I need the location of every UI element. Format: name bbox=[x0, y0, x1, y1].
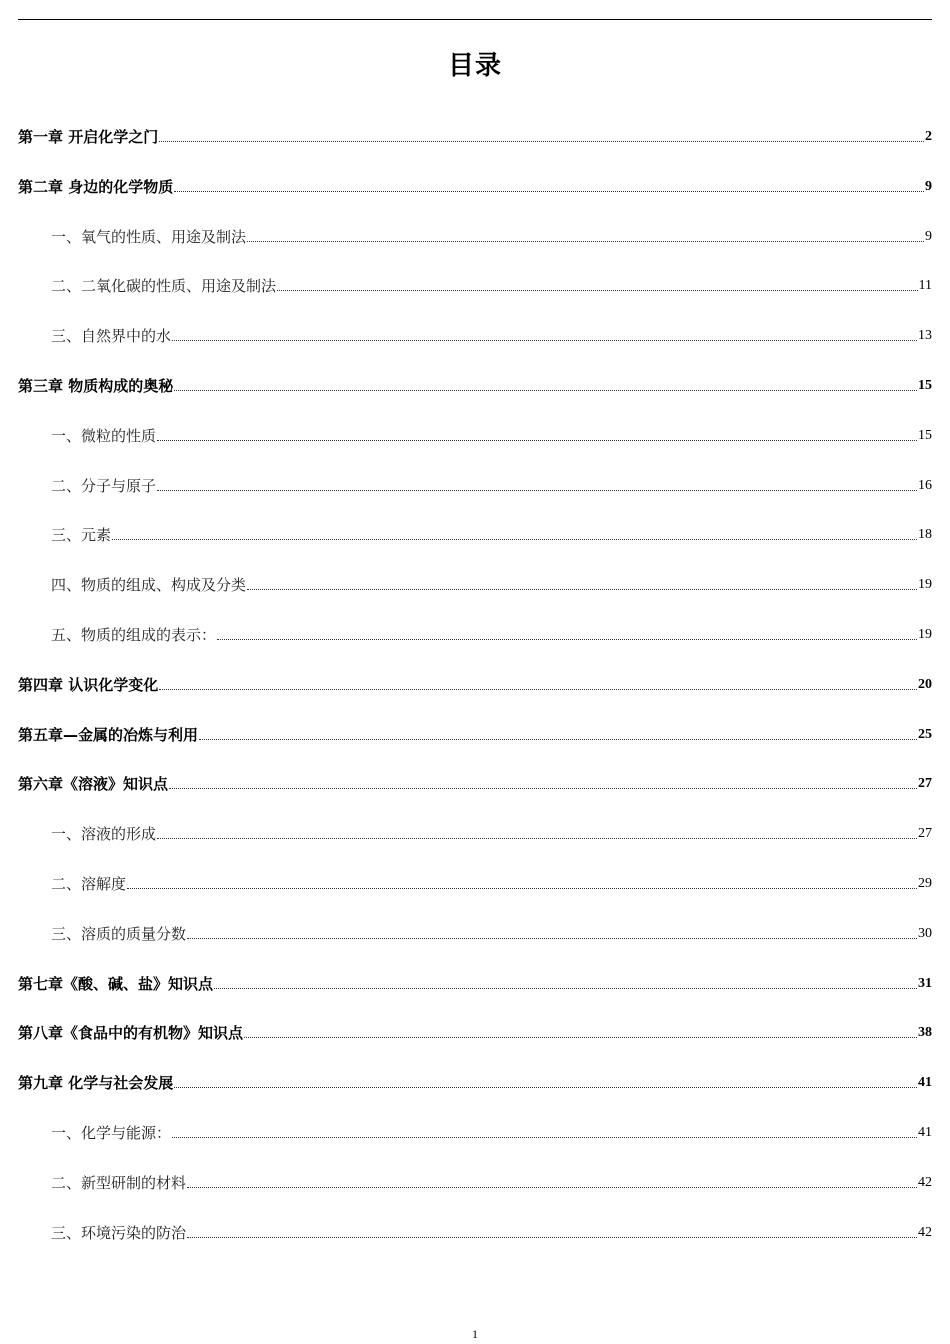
toc-entry-label: 三、环境污染的防治 bbox=[51, 1223, 187, 1242]
toc-entry-page: 41 bbox=[918, 1075, 932, 1091]
toc-entry-page: 25 bbox=[918, 726, 932, 742]
toc-entry-label: 第五章—金属的冶炼与利用 bbox=[18, 725, 199, 744]
toc-entry-page: 29 bbox=[918, 875, 932, 891]
toc-entry-label: 二、溶解度 bbox=[51, 874, 127, 893]
dot-leader bbox=[187, 922, 917, 939]
toc-entry-label: 一、微粒的性质 bbox=[51, 426, 157, 445]
dot-leader bbox=[127, 872, 917, 889]
toc-chapter-entry[interactable] bbox=[18, 374, 932, 424]
toc-entry-label: 二、新型研制的材料 bbox=[51, 1173, 187, 1192]
dot-leader bbox=[159, 673, 917, 690]
dot-leader bbox=[187, 1171, 917, 1188]
toc-entry-page: 27 bbox=[918, 826, 932, 842]
toc-section-entry[interactable] bbox=[18, 1171, 932, 1221]
toc-chapter-entry[interactable] bbox=[18, 125, 932, 175]
toc-entry-label: 第八章《食品中的有机物》知识点 bbox=[18, 1024, 244, 1043]
dot-leader bbox=[157, 822, 917, 839]
toc-entry-label: 四、物质的组成、构成及分类 bbox=[51, 576, 247, 595]
dot-leader bbox=[174, 1071, 917, 1088]
toc-chapter-entry[interactable] bbox=[18, 1071, 932, 1121]
toc-entry-label: 第一章 开启化学之门 bbox=[18, 128, 159, 146]
toc-entry-label: 一、化学与能源： bbox=[51, 1123, 172, 1142]
toc-section-entry[interactable] bbox=[18, 225, 932, 275]
toc-entry-page: 20 bbox=[918, 676, 932, 692]
page-number: 1 bbox=[472, 1327, 478, 1341]
toc-entry-page: 16 bbox=[918, 477, 932, 493]
toc-entry-label: 第六章《溶液》知识点 bbox=[18, 775, 169, 794]
toc-entry-label: 二、二氧化碳的性质、用途及制法 bbox=[51, 277, 277, 296]
toc-entry-label: 第七章《酸、碱、盐》知识点 bbox=[18, 974, 214, 993]
toc-entry-label: 第四章 认识化学变化 bbox=[18, 675, 159, 694]
toc-entry-page: 42 bbox=[918, 1174, 932, 1190]
toc-entry-label: 一、氧气的性质、用途及制法 bbox=[51, 227, 247, 246]
toc-entry-page: 15 bbox=[918, 427, 932, 443]
toc-section-entry[interactable] bbox=[18, 474, 932, 524]
toc-section-entry[interactable] bbox=[18, 573, 932, 623]
toc-chapter-entry[interactable] bbox=[18, 1021, 932, 1071]
toc-section-entry[interactable] bbox=[18, 324, 932, 374]
toc-entry-page: 15 bbox=[918, 377, 932, 393]
header-rule bbox=[18, 19, 932, 20]
toc-entry-page: 19 bbox=[918, 626, 932, 642]
toc-section-entry[interactable] bbox=[18, 1221, 932, 1271]
toc-entry-label: 三、溶质的质量分数 bbox=[51, 924, 187, 943]
toc-entry-page: 18 bbox=[918, 527, 932, 543]
toc-entry-page: 31 bbox=[918, 975, 932, 991]
dot-leader bbox=[174, 175, 924, 192]
toc-chapter-entry[interactable] bbox=[18, 972, 932, 1022]
dot-leader bbox=[172, 1121, 917, 1138]
dot-leader bbox=[199, 723, 917, 740]
dot-leader bbox=[247, 573, 917, 590]
dot-leader bbox=[172, 324, 917, 341]
dot-leader bbox=[157, 424, 917, 441]
toc-entry-label: 一、溶液的形成 bbox=[51, 825, 157, 844]
toc-entry-page: 27 bbox=[918, 776, 932, 792]
dot-leader bbox=[187, 1221, 917, 1238]
toc-entry-page: 13 bbox=[918, 328, 932, 344]
toc-entry-page: 11 bbox=[918, 278, 932, 294]
dot-leader bbox=[277, 274, 918, 291]
toc-chapter-entry[interactable] bbox=[18, 723, 932, 773]
toc-entry-page: 9 bbox=[925, 228, 932, 244]
toc-section-entry[interactable] bbox=[18, 424, 932, 474]
dot-leader bbox=[217, 623, 917, 640]
dot-leader bbox=[157, 474, 917, 491]
toc-section-entry[interactable] bbox=[18, 523, 932, 573]
page-title: 目录 bbox=[447, 51, 502, 81]
dot-leader bbox=[169, 772, 917, 789]
toc-entry-label: 三、元素 bbox=[51, 526, 112, 545]
toc-section-entry[interactable] bbox=[18, 274, 932, 324]
toc-entry-page: 30 bbox=[918, 925, 932, 941]
toc-entry-page: 19 bbox=[918, 577, 932, 593]
toc-entry-page: 9 bbox=[925, 178, 932, 194]
toc-section-entry[interactable] bbox=[18, 872, 932, 922]
dot-leader bbox=[244, 1021, 917, 1038]
toc-entry-label: 二、分子与原子 bbox=[51, 476, 157, 495]
toc-entry-label: 三、自然界中的水 bbox=[51, 327, 172, 346]
toc-section-entry[interactable] bbox=[18, 922, 932, 972]
toc-section-entry[interactable] bbox=[18, 1121, 932, 1171]
toc-chapter-entry[interactable] bbox=[18, 772, 932, 822]
dot-leader bbox=[159, 125, 924, 142]
dot-leader bbox=[112, 523, 917, 540]
toc-entry-page: 41 bbox=[918, 1124, 932, 1140]
toc-entry-page: 42 bbox=[918, 1224, 932, 1240]
table-of-contents bbox=[18, 125, 932, 1270]
toc-entry-label: 五、物质的组成的表示： bbox=[51, 625, 217, 644]
toc-entry-label: 第九章 化学与社会发展 bbox=[18, 1074, 174, 1093]
toc-chapter-entry[interactable] bbox=[18, 673, 932, 723]
toc-section-entry[interactable] bbox=[18, 623, 932, 673]
toc-entry-page: 38 bbox=[918, 1025, 932, 1041]
dot-leader bbox=[174, 374, 917, 391]
toc-entry-label: 第二章 身边的化学物质 bbox=[18, 177, 174, 196]
toc-chapter-entry[interactable] bbox=[18, 175, 932, 225]
dot-leader bbox=[214, 972, 917, 989]
dot-leader bbox=[247, 225, 924, 242]
toc-section-entry[interactable] bbox=[18, 822, 932, 872]
toc-entry-label: 第三章 物质构成的奥秘 bbox=[18, 376, 174, 395]
toc-entry-page: 2 bbox=[925, 129, 932, 144]
